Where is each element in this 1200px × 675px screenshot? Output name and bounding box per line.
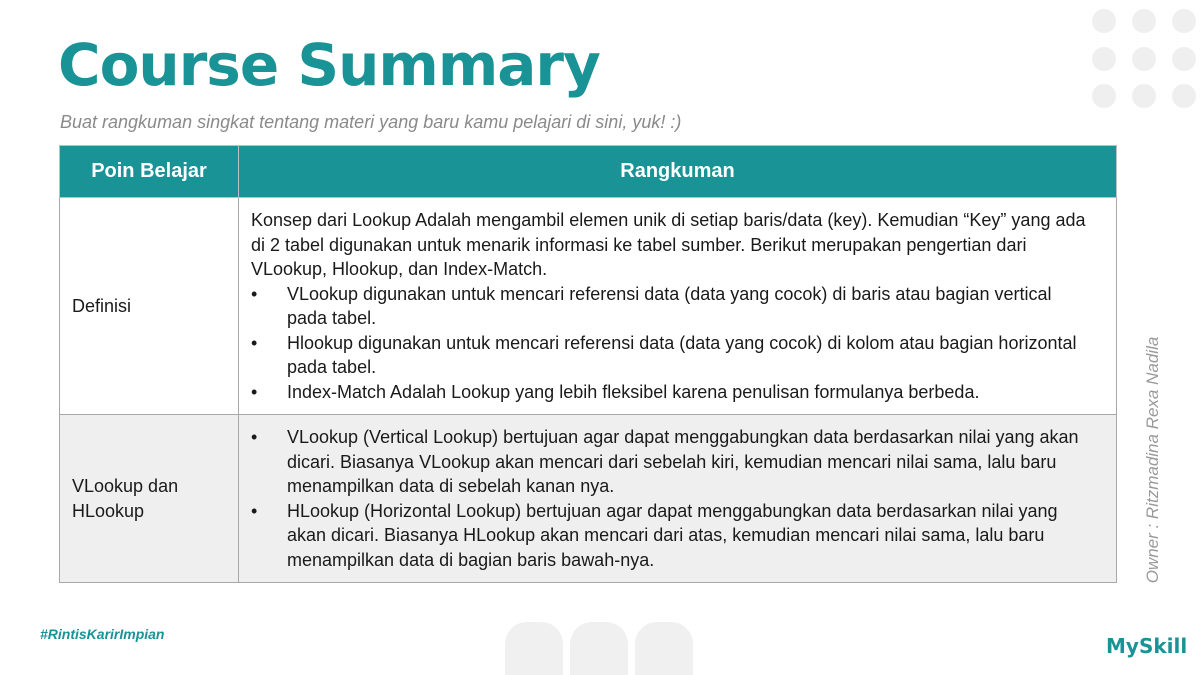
dot (1132, 84, 1156, 108)
table-row (60, 198, 1117, 415)
bullet-list (251, 282, 1096, 405)
row-paragraph: Konsep dari Lookup Adalah mengambil elemen unik di setiap baris/data (key). Kemudian “Key” yang ada di 2 tabel digunakan untuk menarik informasi ke tabel sumber. Berikut merupakan pengertian dari VLookup, Hlookup, dan Index-Match. (251, 210, 1086, 279)
myskill-logo: MySkill (1106, 634, 1188, 658)
bullet-item: • VLookup digunakan untuk mencari referensi data (data yang cocok) di baris atau bagian vertical pada tabel. (251, 282, 1096, 331)
page-title: Course Summary (58, 31, 600, 99)
dot (1092, 9, 1116, 33)
column-header-poin-belajar: Poin Belajar (60, 146, 239, 198)
table-row (60, 415, 1117, 583)
owner-credit: Owner : Ritzmadina Rexa Nadila (1143, 336, 1162, 584)
dot (1132, 47, 1156, 71)
bullet-item: • Hlookup digunakan untuk mencari referensi data (data yang cocok) di kolom atau bagian horizontal pada tabel. (251, 331, 1096, 380)
hashtag-label: #RintisKarirImpian (40, 626, 165, 642)
row-content (239, 198, 1117, 415)
decorative-dot-grid (1092, 9, 1200, 109)
row-label: Definisi (60, 198, 239, 415)
decorative-tab (570, 622, 628, 675)
decorative-tab (505, 622, 563, 675)
table-header-row (60, 146, 1117, 198)
column-header-rangkuman: Rangkuman (239, 146, 1117, 198)
bullet-item: • HLookup (Horizontal Lookup) bertujuan agar dapat menggabungkan data berdasarkan nilai yang akan dicari. Biasanya HLookup akan mencari dari atas, kemudian mencari nilai sama, lalu baru menampilkan data di bagian baris bawah-nya. (251, 499, 1096, 573)
dot (1172, 9, 1196, 33)
dot (1092, 84, 1116, 108)
dot (1172, 84, 1196, 108)
page-subtitle: Buat rangkuman singkat tentang materi yang baru kamu pelajari di sini, yuk! :) (60, 112, 682, 132)
bullet-item: • Index-Match Adalah Lookup yang lebih fleksibel karena penulisan formulanya berbeda. (251, 380, 1096, 405)
row-label: VLookup dan HLookup (60, 415, 239, 583)
dot (1132, 9, 1156, 33)
summary-table (59, 145, 1117, 583)
decorative-tab (635, 622, 693, 675)
dot (1092, 47, 1116, 71)
bullet-item: • VLookup (Vertical Lookup) bertujuan agar dapat menggabungkan data berdasarkan nilai yang akan dicari. Biasanya VLookup akan mencari dari sebelah kiri, kemudian mencari nilai sama, lalu baru menampilkan data di sebelah kanan nya. (251, 425, 1096, 499)
row-content (239, 415, 1117, 583)
dot (1172, 47, 1196, 71)
bullet-list (251, 425, 1096, 572)
